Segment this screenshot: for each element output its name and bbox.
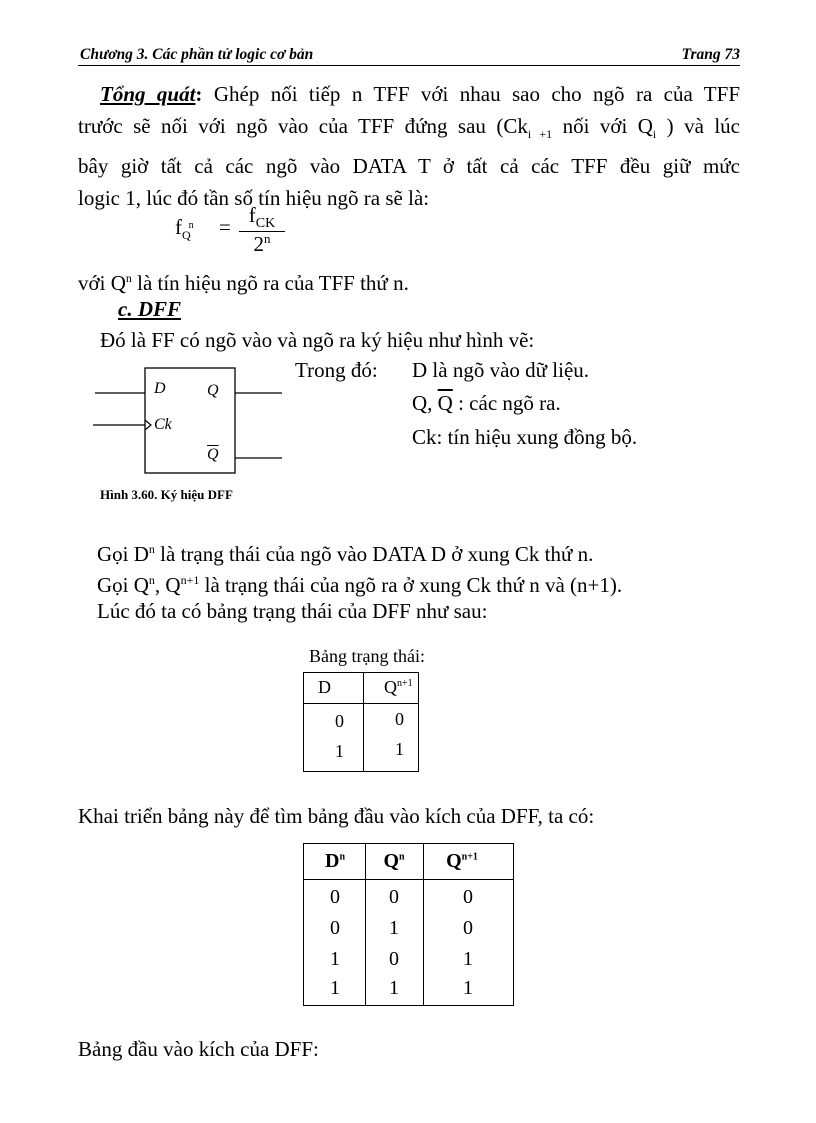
- excitation-header-qn1: $Q^{n+1}$: [446, 850, 478, 872]
- formula-denominator: 2$^n$: [253, 231, 271, 256]
- state-table-title: Bảng trạng thái:: [309, 646, 425, 666]
- expand-line: Khai triển bảng này để tìm bảng đầu vào kích của DFF, ta có:: [78, 804, 595, 828]
- legend-intro: Trong đó:: [295, 358, 378, 382]
- section-heading-dff: c. DFF: [118, 297, 181, 321]
- state-cell: 0: [395, 709, 404, 729]
- excitation-cell: 1: [389, 917, 399, 939]
- state-table: [303, 672, 419, 772]
- dff-intro: Đó là FF có ngõ vào và ngõ ra ký hiệu như hình vẽ:: [100, 328, 535, 352]
- final-line: Bảng đầu vào kích của DFF:: [78, 1037, 319, 1061]
- after-formula-line: với $Q^n$ là tín hiệu ngõ ra của TFF thứ n.: [78, 271, 409, 295]
- legend-q: Q, $\overline{Q}$ : các ngõ ra.: [412, 391, 561, 415]
- excitation-cell: 1: [389, 977, 399, 999]
- excitation-header-qn: $Q^n$: [383, 850, 405, 872]
- excitation-cell: 1: [330, 977, 340, 999]
- excitation-cell: 1: [330, 948, 340, 970]
- excitation-cell: 0: [463, 917, 473, 939]
- page-number: Trang 73: [681, 46, 740, 63]
- chapter-title: Chương 3. Các phần tử logic cơ bản: [80, 46, 314, 63]
- general-line-4: logic 1, lúc đó tần số tín hiệu ngõ ra sẽ là:: [78, 186, 430, 211]
- excitation-cell: 1: [463, 977, 473, 999]
- clock-triangle: [145, 420, 151, 430]
- general-line-1: Ghép nối tiếp n TFF với nhau sao cho ngõ ra của TFF: [213, 82, 740, 106]
- qbar-label: $\overline{Q}$: [207, 446, 219, 463]
- header-divider: [78, 65, 740, 66]
- general-label: Tổng quát: [100, 82, 196, 106]
- legend-d: D là ngõ vào dữ liệu.: [412, 358, 590, 382]
- excitation-cell: 0: [463, 886, 473, 908]
- excitation-cell: 0: [389, 886, 399, 908]
- page-header: [78, 44, 740, 66]
- excitation-header-dn: $D^n$: [324, 850, 345, 872]
- state-header-d: D: [318, 677, 331, 697]
- excitation-hline: [304, 879, 513, 880]
- excitation-cell: 0: [330, 917, 340, 939]
- state-cell: 1: [395, 739, 404, 759]
- line-table-intro: Lúc đó ta có bảng trạng thái của DFF như sau:: [97, 599, 488, 623]
- excitation-cell: 0: [389, 948, 399, 970]
- state-cell: 1: [335, 741, 344, 761]
- state-table-vline: [363, 673, 364, 771]
- legend-ck: Ck: tín hiệu xung đồng bộ.: [412, 425, 638, 449]
- excitation-cell: 1: [463, 948, 473, 970]
- state-header-q: $Q^{n+1}$: [384, 677, 413, 697]
- state-cell: 0: [335, 711, 344, 731]
- q-label: Q: [207, 382, 219, 399]
- excitation-table: [303, 843, 514, 1006]
- dff-symbol: [90, 358, 290, 478]
- d-label: D: [154, 380, 166, 397]
- general-paragraph: Tổng quát: Ghép nối tiếp n TFF với nhau sao cho ngõ ra của TFF trước sẽ nối với ngõ vào của TFF đứng sau ($Ck_{i +1}$ nối với $Q_i$ ) và lúc bây giờ tất cả các ngõ vào DATA T ở tất cả các TFF đều giữ mức logic 1, lúc đó tần số tín hiệu ngõ ra sẽ là:: [78, 78, 740, 214]
- formula-numerator: $f_{CK}$: [248, 203, 276, 232]
- line-dn: Gọi $D^n$ là trạng thái của ngõ vào DATA D ở xung Ck thứ n.: [97, 542, 594, 566]
- line-qn: Gọi $Q^n$, $Q^{n+1}$ là trạng thái của ngõ ra ở xung Ck thứ n và (n+1).: [97, 573, 623, 597]
- general-line-3: bây giờ tất cả các ngõ vào DATA T ở tất cả các TFF đều giữ mức: [78, 154, 740, 179]
- figure-caption: Hình 3.60. Ký hiệu DFF: [100, 487, 233, 502]
- general-line-2: trước sẽ nối với ngõ vào của TFF đứng sau ($Ck_{i +1}$ nối với $Q_i$ ) và lúc: [78, 114, 740, 142]
- excitation-cell: 0: [330, 886, 340, 908]
- dff-symbol-svg: [90, 358, 290, 478]
- ck-label: Ck: [154, 416, 172, 433]
- state-table-hline: [304, 703, 418, 704]
